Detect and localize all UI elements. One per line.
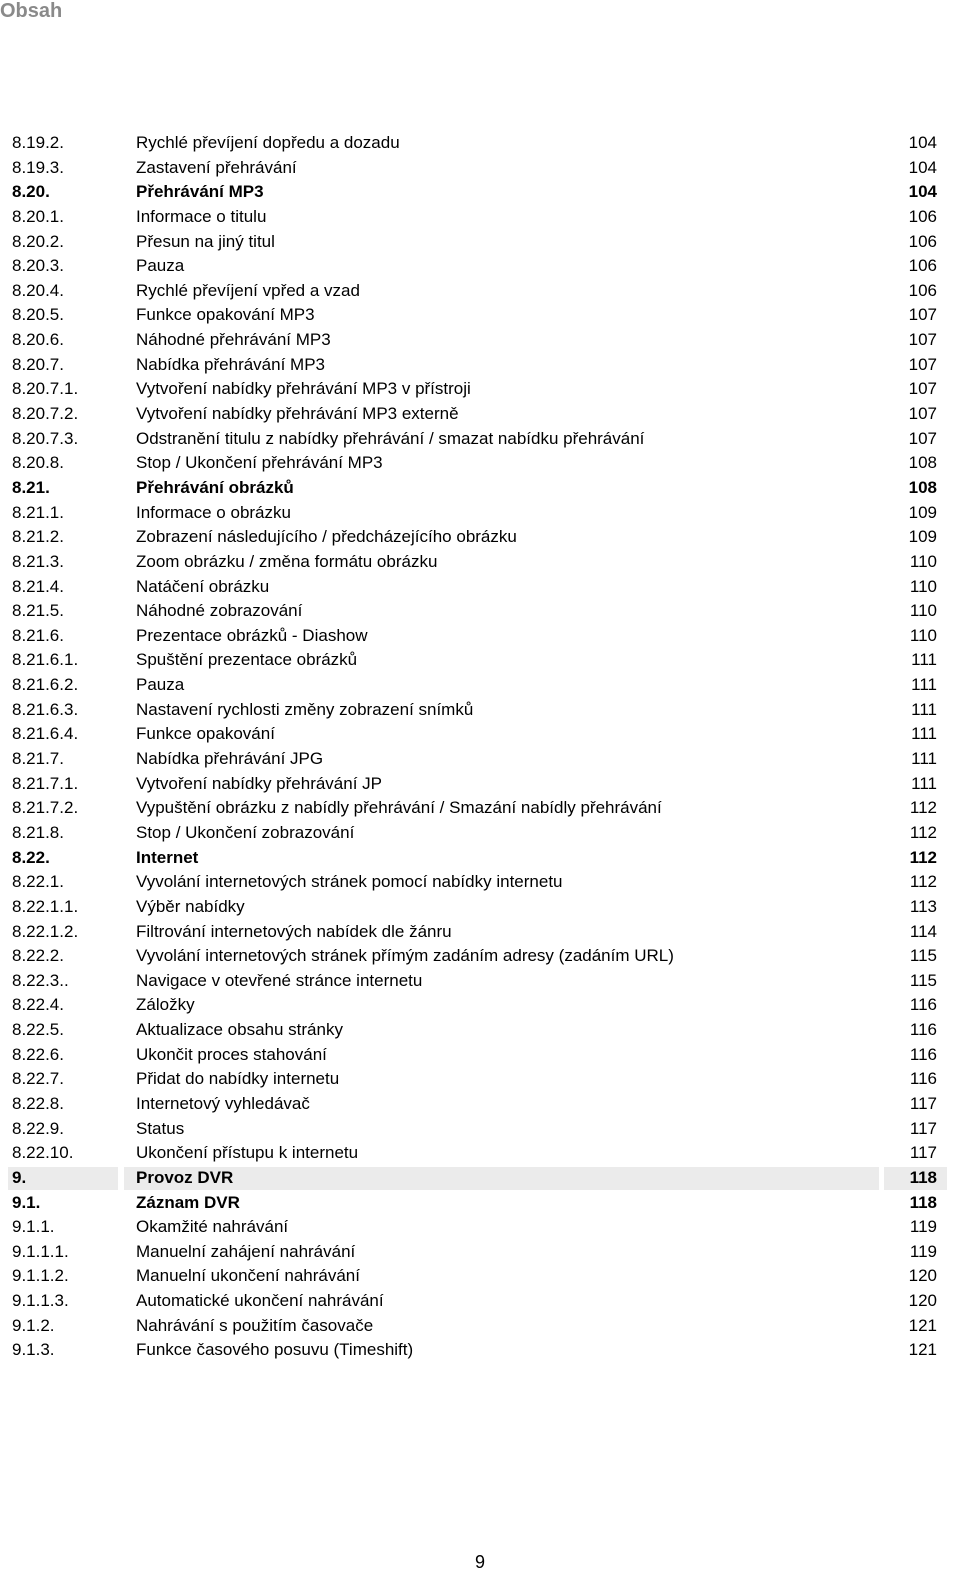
toc-title: Zastavení přehrávání <box>136 157 297 177</box>
page-header-title: Obsah <box>0 0 63 22</box>
toc-entry[interactable] <box>12 772 947 797</box>
toc-entry[interactable] <box>12 525 947 550</box>
toc-entry[interactable] <box>12 451 947 476</box>
toc-entry[interactable] <box>12 821 947 846</box>
toc-entry[interactable] <box>12 895 947 920</box>
toc-title: Navigace v otevřené stránce internetu <box>136 970 423 990</box>
toc-number: 8.22.5. <box>12 1020 64 1040</box>
toc-number: 8.21.1. <box>12 502 64 522</box>
toc-title: Vytvoření nabídky přehrávání JP <box>136 773 383 793</box>
toc-entry[interactable] <box>12 1166 947 1191</box>
toc-entry[interactable] <box>12 377 947 402</box>
toc-page: 111 <box>911 650 937 670</box>
toc-title: Výběr nabídky <box>136 896 245 916</box>
toc-page: 117 <box>909 1118 937 1138</box>
toc-number: 9.1.1. <box>12 1217 55 1237</box>
toc-number: 8.21.7.1. <box>12 773 79 793</box>
toc-entry[interactable] <box>12 648 947 673</box>
toc-title: Vyvolání internetových stránek přímým zadáním adresy (zadáním URL) <box>136 946 674 966</box>
toc-title: Záznam DVR <box>136 1192 240 1212</box>
toc-number: 8.22.10. <box>12 1143 74 1163</box>
toc-title: Informace o titulu <box>136 206 267 226</box>
toc-number: 8.21.6.2. <box>12 675 79 695</box>
toc-title: Okamžité nahrávání <box>136 1217 289 1237</box>
toc-entry[interactable] <box>12 1314 947 1339</box>
page-number: 9 <box>474 1552 485 1572</box>
toc-title: Provoz DVR <box>136 1167 234 1187</box>
toc-number: 8.21.4. <box>12 576 64 596</box>
toc-entry[interactable] <box>12 1289 947 1314</box>
toc-entry[interactable] <box>12 1141 947 1166</box>
toc-page: 104 <box>908 133 937 152</box>
toc-title: Internetový vyhledávač <box>136 1093 310 1113</box>
toc-number: 9.1.2. <box>12 1315 55 1335</box>
toc-title: Internet <box>136 847 199 867</box>
toc-title: Vytvoření nabídky přehrávání MP3 v přístroji <box>136 379 471 399</box>
toc-page: 120 <box>908 1291 937 1311</box>
toc-entry[interactable] <box>12 1264 947 1289</box>
toc-title: Vyvolání internetových stránek pomocí nabídky internetu <box>136 872 563 892</box>
toc-number: 9.1.1.1. <box>12 1241 69 1261</box>
toc-page: 116 <box>909 1044 937 1064</box>
toc-page: 115 <box>909 946 937 966</box>
toc-number: 8.21.6.4. <box>12 724 79 744</box>
toc-page: 106 <box>908 206 937 226</box>
toc-page: 111 <box>911 773 937 793</box>
toc-entry[interactable] <box>12 230 947 255</box>
toc-entry[interactable] <box>12 402 947 427</box>
toc-title: Rychlé převíjení vpřed a vzad <box>136 280 360 300</box>
toc-page: 112 <box>909 798 937 818</box>
toc-entry[interactable] <box>12 476 947 501</box>
toc-entry[interactable] <box>12 575 947 600</box>
toc-page: 117 <box>909 1093 937 1113</box>
toc-number: 8.22.1.2. <box>12 921 79 941</box>
toc-title: Status <box>136 1118 185 1138</box>
toc-entry[interactable] <box>12 205 947 230</box>
toc-entry[interactable] <box>12 673 947 698</box>
toc-title: Náhodné zobrazování <box>136 601 303 621</box>
toc-entry[interactable] <box>12 944 947 969</box>
toc-number: 8.22.9. <box>12 1118 64 1138</box>
toc-page: 111 <box>911 675 937 695</box>
toc-title: Manuelní zahájení nahrávání <box>136 1241 356 1261</box>
toc-title: Vytvoření nabídky přehrávání MP3 externě <box>136 404 459 424</box>
toc-title: Filtrování internetových nabídek dle žánru <box>136 921 452 941</box>
toc-page: 110 <box>909 551 937 571</box>
toc-number: 8.20.7. <box>12 354 64 374</box>
toc-title: Zobrazení následujícího / předcházejícího obrázku <box>136 527 517 547</box>
highlight-cell <box>124 1167 879 1190</box>
toc-number: 8.22.4. <box>12 995 64 1015</box>
toc-number: 8.20.2. <box>12 231 64 251</box>
toc-entry[interactable] <box>12 1092 947 1117</box>
toc-number: 8.21.3. <box>12 551 64 571</box>
toc-page: 111 <box>911 699 937 719</box>
toc-page: 111 <box>911 724 937 744</box>
toc-title: Nahrávání s použitím časovače <box>136 1315 374 1335</box>
toc-page: 113 <box>909 896 937 916</box>
toc-entry[interactable] <box>12 698 947 723</box>
toc-page: 119 <box>909 1241 937 1261</box>
toc-page: 112 <box>909 872 937 892</box>
toc-title: Informace o obrázku <box>136 502 291 522</box>
toc-page: 120 <box>908 1266 937 1286</box>
toc-number: 8.20.5. <box>12 305 64 325</box>
toc-number: 8.21.6.3. <box>12 699 79 719</box>
toc-number: 8.21.7.2. <box>12 798 79 818</box>
toc-page: 114 <box>909 921 937 941</box>
toc-entry[interactable] <box>12 1215 947 1240</box>
toc-number: 9.1.1.2. <box>12 1266 69 1286</box>
toc-title: Funkce opakování <box>136 724 275 744</box>
toc-entry[interactable] <box>12 427 947 452</box>
toc-page: 117 <box>909 1143 937 1163</box>
toc-page: 106 <box>908 256 937 276</box>
toc-title: Přehrávání obrázků <box>136 477 294 497</box>
toc-page: 110 <box>909 576 937 596</box>
toc-page: 108 <box>908 453 937 473</box>
toc-number: 8.22.6. <box>12 1044 64 1064</box>
toc-page: 111 <box>911 749 937 769</box>
toc-number: 9.1. <box>12 1192 41 1212</box>
toc-entry[interactable] <box>12 353 947 378</box>
toc-page: 107 <box>908 404 937 424</box>
toc-entry[interactable] <box>12 131 947 156</box>
toc-number: 8.22.3.. <box>12 970 69 990</box>
toc-page: 116 <box>909 1020 937 1040</box>
toc-title: Prezentace obrázků - Diashow <box>136 625 368 645</box>
toc-title: Manuelní ukončení nahrávání <box>136 1266 360 1286</box>
toc-entry[interactable] <box>12 180 947 205</box>
toc-entry[interactable] <box>12 1240 947 1265</box>
toc-number: 9. <box>12 1167 27 1187</box>
toc-title: Pauza <box>136 675 185 695</box>
toc-title: Nastavení rychlosti změny zobrazení snímků <box>136 699 474 719</box>
toc-entry[interactable] <box>12 254 947 279</box>
toc-number: 8.20.7.2. <box>12 404 79 424</box>
toc-title: Nabídka přehrávání JPG <box>136 749 324 769</box>
toc-entry[interactable] <box>12 870 947 895</box>
toc-title: Zoom obrázku / změna formátu obrázku <box>136 551 438 571</box>
toc-entry[interactable] <box>12 969 947 994</box>
toc-title: Pauza <box>136 256 185 276</box>
toc-number: 8.20.3. <box>12 256 64 276</box>
toc-page: 104 <box>908 157 937 177</box>
toc-page: 121 <box>908 1315 937 1335</box>
toc-title: Přesun na jiný titul <box>136 231 275 251</box>
toc-title: Přehrávání MP3 <box>136 182 264 202</box>
toc-number: 8.20.1. <box>12 206 64 226</box>
toc-page: 110 <box>909 625 937 645</box>
toc-number: 8.19.3. <box>12 157 64 177</box>
toc-number: 8.21.2. <box>12 527 64 547</box>
toc-page: 108 <box>908 477 937 497</box>
toc-entry[interactable] <box>12 796 947 821</box>
toc-entry[interactable] <box>12 846 947 871</box>
toc-page: 115 <box>909 970 937 990</box>
toc-number: 8.20.6. <box>12 330 64 350</box>
toc-page: 112 <box>909 822 937 842</box>
toc-number: 8.21. <box>12 477 50 497</box>
toc-page: 107 <box>908 428 937 448</box>
toc-title: Vypuštění obrázku z nabídly přehrávání / Smazání nabídly přehrávání <box>136 798 662 818</box>
toc-page: 107 <box>908 305 937 325</box>
toc-entry[interactable] <box>12 1338 947 1363</box>
toc-page: 118 <box>909 1192 937 1212</box>
toc-entry[interactable] <box>12 624 947 649</box>
toc-title: Rychlé převíjení dopředu a dozadu <box>136 133 400 152</box>
toc-title: Aktualizace obsahu stránky <box>136 1020 343 1040</box>
toc-entry[interactable] <box>12 550 947 575</box>
toc-number: 8.22.1. <box>12 872 64 892</box>
toc-number: 8.20. <box>12 182 50 202</box>
toc-number: 8.20.7.3. <box>12 428 79 448</box>
toc-page: 116 <box>909 1069 937 1089</box>
toc-page: 109 <box>908 502 937 522</box>
toc-page: 107 <box>908 379 937 399</box>
toc-entry[interactable] <box>12 1117 947 1142</box>
toc-entry[interactable] <box>12 1043 947 1068</box>
toc-page: 106 <box>908 231 937 251</box>
toc-title: Náhodné přehrávání MP3 <box>136 330 331 350</box>
toc-entry[interactable] <box>12 303 947 328</box>
toc-title: Záložky <box>136 995 195 1015</box>
toc-title: Ukončit proces stahování <box>136 1044 327 1064</box>
toc-number: 8.19.2. <box>12 133 64 152</box>
toc-number: 8.22.7. <box>12 1069 64 1089</box>
toc-title: Odstranění titulu z nabídky přehrávání / smazat nabídku přehrávání <box>136 428 645 448</box>
toc-number: 8.20.8. <box>12 453 64 473</box>
toc-entry[interactable] <box>12 993 947 1018</box>
toc-number: 8.20.4. <box>12 280 64 300</box>
toc-page: 118 <box>909 1167 937 1187</box>
toc-page: 104 <box>908 182 937 202</box>
toc-number: 8.22.8. <box>12 1093 64 1113</box>
toc-number: 8.22. <box>12 847 50 867</box>
toc-number: 8.21.5. <box>12 601 64 621</box>
toc-page: 121 <box>908 1340 937 1360</box>
toc-entry[interactable] <box>12 156 947 181</box>
toc-number: 8.21.6. <box>12 625 64 645</box>
toc-page: 112 <box>909 847 937 867</box>
toc-entry[interactable] <box>12 722 947 747</box>
toc-page: 107 <box>908 330 937 350</box>
toc-title: Stop / Ukončení zobrazování <box>136 822 355 842</box>
toc-title: Automatické ukončení nahrávání <box>136 1291 384 1311</box>
toc-title: Nabídka přehrávání MP3 <box>136 354 325 374</box>
toc-title: Spuštění prezentace obrázků <box>136 650 358 670</box>
toc-number: 9.1.3. <box>12 1340 55 1360</box>
toc-entry[interactable] <box>12 1018 947 1043</box>
toc-title: Přidat do nabídky internetu <box>136 1069 340 1089</box>
toc-page: 106 <box>908 280 937 300</box>
toc-entry[interactable] <box>12 328 947 353</box>
toc-entry[interactable] <box>12 747 947 772</box>
table-of-contents <box>12 131 947 1363</box>
toc-page: 116 <box>909 995 937 1015</box>
toc-title: Funkce opakování MP3 <box>136 305 315 325</box>
toc-page: 109 <box>908 527 937 547</box>
toc-number: 8.20.7.1. <box>12 379 79 399</box>
toc-number: 8.21.7. <box>12 749 64 769</box>
toc-entry[interactable] <box>12 920 947 945</box>
toc-entry[interactable] <box>12 501 947 526</box>
toc-page: 110 <box>909 601 937 621</box>
toc-title: Natáčení obrázku <box>136 576 270 596</box>
toc-number: 8.21.8. <box>12 822 64 842</box>
toc-number: 9.1.1.3. <box>12 1291 69 1311</box>
toc-entry[interactable] <box>12 1191 947 1216</box>
toc-page: 119 <box>909 1217 937 1237</box>
toc-entry[interactable] <box>12 279 947 304</box>
toc-number: 8.22.1.1. <box>12 896 79 916</box>
toc-title: Funkce časového posuvu (Timeshift) <box>136 1340 414 1360</box>
toc-title: Ukončení přístupu k internetu <box>136 1143 359 1163</box>
toc-number: 8.22.2. <box>12 946 64 966</box>
toc-title: Stop / Ukončení přehrávání MP3 <box>136 453 383 473</box>
toc-number: 8.21.6.1. <box>12 650 79 670</box>
toc-page: 107 <box>908 354 937 374</box>
toc-entry[interactable] <box>12 1067 947 1092</box>
toc-entry[interactable] <box>12 599 947 624</box>
